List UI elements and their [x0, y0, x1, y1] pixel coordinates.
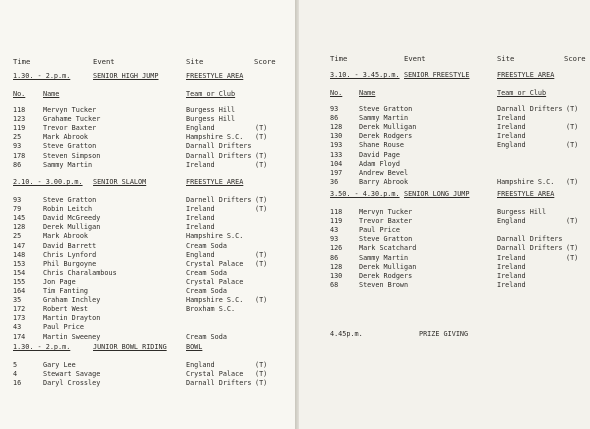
team-marker: (T)	[255, 296, 268, 305]
team-marker: (T)	[255, 133, 268, 142]
entry-name: Steve Gratton	[43, 196, 97, 204]
entry-club: England	[186, 250, 215, 259]
colhead-club: Team or Club	[497, 89, 547, 97]
entry-name: Graham Inchley	[43, 296, 101, 305]
entry-number: 25	[13, 133, 22, 142]
entry-name: Sammy Martin	[359, 114, 409, 123]
entry-number: 25	[13, 232, 22, 241]
entry-name: Mervyn Tucker	[43, 106, 97, 114]
entry-club: England	[186, 361, 215, 369]
entry-number: 128	[13, 223, 26, 232]
entry-number: 119	[13, 124, 26, 133]
entry-name: Derek Rodgers	[359, 271, 413, 280]
entry-name: Derek Mulligan	[359, 262, 417, 271]
entry-name: Phil Burgoyne	[43, 259, 97, 268]
entry-club: Ireland	[186, 160, 215, 169]
entry-name: Mark Scatchard	[359, 244, 417, 253]
entry-name: Martin Drayton	[43, 314, 101, 323]
header-score: Score	[254, 57, 276, 66]
entry-club: Hampshire S.C.	[497, 177, 555, 186]
footer-time: 4.45p.m.	[330, 330, 363, 338]
entry-club: Ireland	[497, 253, 526, 262]
team-marker: (T)	[255, 379, 268, 388]
entry-name: Tim Fanting	[43, 287, 89, 295]
entry-club: Broxham S.C.	[186, 305, 236, 314]
header-event: Event	[404, 54, 426, 63]
section-event: SENIOR FREESTYLE	[404, 71, 470, 79]
entry-name: Sammy Martin	[359, 253, 409, 262]
entry-number: 164	[13, 287, 26, 295]
entry-number: 119	[330, 217, 343, 226]
entry-club: Ireland	[186, 223, 215, 232]
team-marker: (T)	[255, 205, 268, 214]
entry-name: David McGreedy	[43, 214, 101, 223]
entry-club: Hampshire S.C.	[186, 232, 244, 241]
entry-club: England	[497, 141, 526, 150]
section-site: FREESTYLE AREA	[186, 178, 244, 186]
entry-name: Robert West	[43, 305, 89, 314]
entry-club: Crystal Palace	[186, 277, 244, 286]
entry-club: England	[186, 124, 215, 133]
entry-club: Ireland	[186, 205, 215, 214]
entry-club: Ireland	[497, 123, 526, 132]
entry-club: Ireland	[497, 262, 526, 271]
colhead-no: No.	[330, 89, 343, 97]
entry-number: 193	[330, 141, 343, 150]
entry-name: Daryl Crossley	[43, 379, 101, 388]
entry-number: 173	[13, 314, 26, 323]
entry-number: 86	[330, 114, 339, 123]
entry-number: 118	[330, 208, 343, 216]
entry-club: Ireland	[497, 271, 526, 280]
team-marker: (T)	[566, 105, 579, 113]
entry-club: Darnell Drifters	[186, 196, 252, 204]
entry-number: 128	[330, 123, 343, 132]
entry-name: Steve Gratton	[359, 235, 413, 244]
section-time: 3.50. - 4.30.p.m.	[330, 190, 400, 198]
section-site: FREESTYLE AREA	[497, 190, 555, 198]
team-marker: (T)	[255, 259, 268, 268]
entry-number: 93	[13, 196, 22, 204]
entry-name: Steve Gratton	[43, 142, 97, 151]
colhead-name: Name	[43, 90, 60, 98]
entry-name: Robin Leitch	[43, 205, 93, 214]
entry-club: Hampshire S.C.	[186, 296, 244, 305]
entry-number: 128	[330, 262, 343, 271]
entry-club: Ireland	[497, 280, 526, 289]
entry-number: 174	[13, 332, 26, 341]
entry-name: Gary Lee	[43, 361, 76, 369]
entry-number: 4	[13, 370, 18, 379]
entry-club: England	[497, 217, 526, 226]
section-time: 1.30. - 2.p.m.	[13, 343, 71, 351]
entry-name: Barry Abrook	[359, 177, 409, 186]
header-event: Event	[93, 57, 115, 66]
entry-name: Derek Mulligan	[43, 223, 101, 232]
entry-club: Darnall Drifters	[186, 151, 252, 160]
entry-name: Trevor Baxter	[43, 124, 97, 133]
entry-number: 43	[13, 323, 22, 332]
header-site: Site	[497, 54, 515, 63]
entry-number: 68	[330, 280, 339, 289]
team-marker: (T)	[255, 370, 268, 379]
entry-club: Darnall Drifters	[186, 379, 252, 388]
entry-number: 130	[330, 271, 343, 280]
entry-number: 43	[330, 226, 339, 235]
entry-number: 178	[13, 151, 26, 160]
entry-number: 148	[13, 250, 26, 259]
colhead-club: Team or Club	[186, 90, 236, 98]
entry-club: Ireland	[497, 114, 526, 123]
entry-name: Shane Rouse	[359, 141, 405, 150]
section-event: SENIOR SLALOM	[93, 178, 147, 186]
colhead-name: Name	[359, 89, 376, 97]
entry-number: 197	[330, 168, 343, 177]
entry-number: 153	[13, 259, 26, 268]
entry-name: Paul Price	[359, 226, 400, 235]
entry-club: Burgess Hill	[497, 208, 547, 216]
section-site: FREESTYLE AREA	[186, 72, 244, 80]
team-marker: (T)	[255, 151, 268, 160]
entry-number: 147	[13, 241, 26, 250]
section-event: JUNIOR BOWL RIDING	[93, 343, 167, 351]
entry-number: 35	[13, 296, 22, 305]
team-marker: (T)	[255, 196, 268, 204]
entry-club: Darnall Drifters	[497, 105, 563, 113]
entry-name: Trevor Baxter	[359, 217, 413, 226]
header-time: Time	[330, 54, 348, 63]
entry-number: 93	[13, 142, 22, 151]
entry-name: Mark Abrook	[43, 232, 89, 241]
entry-name: Andrew Bevel	[359, 168, 409, 177]
entry-name: Jon Page	[43, 277, 76, 286]
entry-club: Burgess Hill	[186, 115, 236, 124]
team-marker: (T)	[566, 244, 579, 253]
entry-name: Mervyn Tucker	[359, 208, 413, 216]
team-marker: (T)	[255, 160, 268, 169]
entry-number: 126	[330, 244, 343, 253]
section-time: 3.10. - 3.45.p.m.	[330, 71, 400, 79]
entry-name: Derek Rodgers	[359, 132, 413, 141]
entry-number: 5	[13, 361, 18, 369]
entry-name: Martin Sweeney	[43, 332, 101, 341]
entry-name: Steven Brown	[359, 280, 409, 289]
entry-club: Darnall Drifters	[186, 142, 252, 151]
section-time: 1.30. - 2.p.m.	[13, 72, 71, 80]
entry-club: Cream Soda	[186, 287, 227, 295]
right-page	[299, 0, 590, 429]
entry-number: 172	[13, 305, 26, 314]
entry-number: 86	[330, 253, 339, 262]
entry-club: Darnall Drifters	[497, 244, 563, 253]
entry-club: Ireland	[186, 214, 215, 223]
section-time: 2.10. - 3.00.p.m.	[13, 178, 83, 186]
entry-club: Burgess Hill	[186, 106, 236, 114]
entry-name: Grahame Tucker	[43, 115, 101, 124]
section-site: FREESTYLE AREA	[497, 71, 555, 79]
entry-name: Stewart Savage	[43, 370, 101, 379]
entry-number: 145	[13, 214, 26, 223]
team-marker: (T)	[566, 177, 579, 186]
entry-name: Chris Lynford	[43, 250, 97, 259]
entry-number: 36	[330, 177, 339, 186]
entry-number: 133	[330, 150, 343, 159]
team-marker: (T)	[566, 217, 579, 226]
entry-number: 93	[330, 105, 339, 113]
header-time: Time	[13, 57, 31, 66]
entry-name: Steven Simpson	[43, 151, 101, 160]
entry-club: Ireland	[497, 132, 526, 141]
entry-number: 104	[330, 159, 343, 168]
team-marker: (T)	[566, 123, 579, 132]
header-site: Site	[186, 57, 204, 66]
entry-name: Paul Price	[43, 323, 84, 332]
entry-name: David Page	[359, 150, 400, 159]
section-event: SENIOR LONG JUMP	[404, 190, 470, 198]
entry-club: Cream Soda	[186, 268, 227, 277]
entry-club: Cream Soda	[186, 332, 227, 341]
entry-number: 155	[13, 277, 26, 286]
entry-name: Chris Charalambous	[43, 268, 117, 277]
colhead-no: No.	[13, 90, 26, 98]
entry-name: Mark Abrook	[43, 133, 89, 142]
team-marker: (T)	[255, 124, 268, 133]
entry-club: Hampshire S.C.	[186, 133, 244, 142]
section-event: SENIOR HIGH JUMP	[93, 72, 159, 80]
entry-name: Steve Gratton	[359, 105, 413, 113]
entry-club: Crystal Palace	[186, 370, 244, 379]
entry-number: 154	[13, 268, 26, 277]
entry-name: Adam Floyd	[359, 159, 400, 168]
entry-number: 16	[13, 379, 22, 388]
team-marker: (T)	[566, 141, 579, 150]
entry-number: 86	[13, 160, 22, 169]
team-marker: (T)	[255, 361, 268, 369]
entry-club: Crystal Palace	[186, 259, 244, 268]
entry-name: David Barrett	[43, 241, 97, 250]
header-score: Score	[564, 54, 586, 63]
entry-number: 93	[330, 235, 339, 244]
entry-number: 79	[13, 205, 22, 214]
entry-name: Sammy Martin	[43, 160, 93, 169]
entry-number: 123	[13, 115, 26, 124]
footer-event: PRIZE GIVING	[419, 330, 469, 338]
entry-club: Cream Soda	[186, 241, 227, 250]
team-marker: (T)	[566, 253, 579, 262]
section-site: BOWL	[186, 343, 203, 351]
team-marker: (T)	[255, 250, 268, 259]
entry-number: 130	[330, 132, 343, 141]
entry-club: Darnall Drifters	[497, 235, 563, 244]
entry-name: Derek Mulligan	[359, 123, 417, 132]
entry-number: 118	[13, 106, 26, 114]
